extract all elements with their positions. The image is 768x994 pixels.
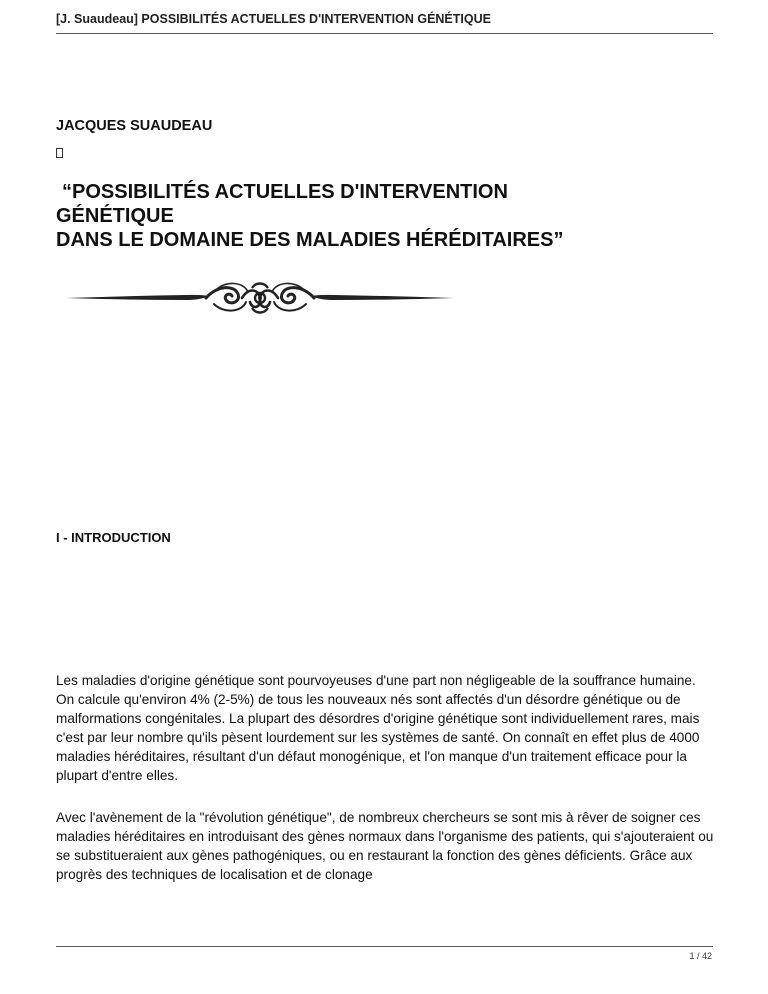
- body-paragraph: Les maladies d'origine génétique sont pourvoyeuses d'une part non négligeable de la souffrance humaine. On calcule qu'environ 4% (2-5%) de tous les nouveaux nés sont affectés d'un désordre génétique ou de malformations congénitales. La plupart des désordres d'origine génétique sont individuellement rares, mais c'est par leur nombre qu'ils pèsent lourdement sur les systèmes de santé. On connaît en effet plus de 4000 maladies héréditaires, résultant d'un défaut monogénique, et l'on manque d'un traitement efficace pour la plupart d'entre elles.: [56, 673, 700, 783]
- title-line-2: GÉNÉTIQUE: [56, 205, 174, 227]
- running-header: [J. Suaudeau] POSSIBILITÉS ACTUELLES D'INTERVENTION GÉNÉTIQUE: [56, 12, 491, 26]
- body-paragraph: Avec l'avènement de la "révolution génétique", de nombreux chercheurs se sont mis à rêver de soigner ces maladies héréditaires en introduisant des gènes normaux dans l'organisme des patients, qui s'ajouteraient ou se substitueraient aux gènes pathogéniques, ou en restaurant la fonction des gènes déficients. Grâce aux progrès des techniques de localisation et de clonage: [56, 810, 714, 882]
- footer-divider: [56, 946, 713, 947]
- section-heading: I - INTRODUCTION: [56, 530, 171, 545]
- title-line-1: “POSSIBILITÉS ACTUELLES D'INTERVENTION: [62, 181, 508, 203]
- flourish-divider-icon: [66, 274, 454, 324]
- title-line-3: DANS LE DOMAINE DES MALADIES HÉRÉDITAIRES”: [56, 229, 564, 251]
- header-divider: [56, 33, 713, 34]
- page-number: 1 / 42: [689, 951, 712, 961]
- author-name: JACQUES SUAUDEAU: [56, 118, 213, 134]
- document-title: [56, 180, 696, 252]
- missing-glyph-icon: [56, 148, 63, 158]
